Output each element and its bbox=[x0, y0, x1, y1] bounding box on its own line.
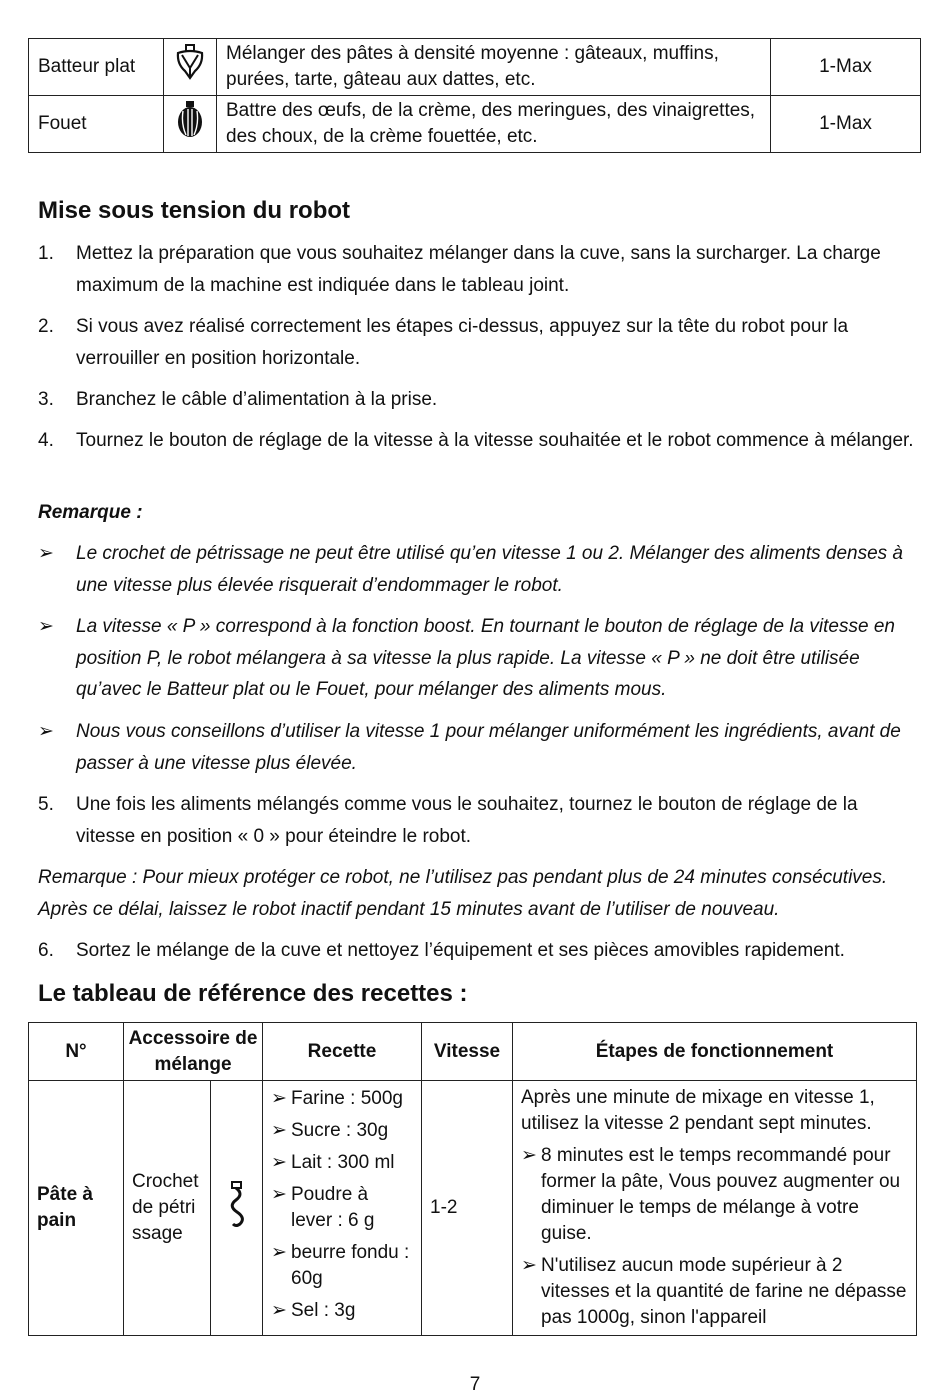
list-item: ➢ Poudre à lever : 6 g bbox=[271, 1184, 375, 1231]
table-row bbox=[29, 96, 921, 153]
arrow-bullet-icon: ➢ bbox=[271, 1088, 287, 1109]
remark-label: Remarque : bbox=[38, 502, 143, 523]
recipe-steps-cell bbox=[513, 1081, 917, 1336]
section-title-recipes: Le tableau de référence des recettes : bbox=[38, 980, 468, 1007]
tips-list bbox=[521, 1143, 908, 1331]
list-item bbox=[38, 238, 918, 301]
arrow-bullet-icon: ➢ bbox=[521, 1145, 537, 1166]
list-number: 5. bbox=[38, 794, 54, 815]
arrow-bullet-icon: ➢ bbox=[38, 543, 54, 564]
list-text: Mettez la préparation que vous souhaitez mélanger dans la cuve, sans la surcharger. La charge maximum de la machine est indiquée dans le tableau joint. bbox=[76, 243, 881, 296]
header-number: N° bbox=[29, 1023, 124, 1081]
attachment-name: Batteur plat bbox=[29, 39, 164, 96]
note-paragraph: Remarque : Pour mieux protéger ce robot, ne l’utilisez pas pendant plus de 24 minutes consécutives. Après ce délai, laissez le robot inactif pendant 15 minutes avant de l’utiliser de nouveau. bbox=[38, 867, 888, 920]
list-item: ➢ 8 minutes est le temps recommandé pour former la pâte, Vous pouvez augmenter ou diminuer le temps de mélange à votre guise. bbox=[521, 1145, 901, 1244]
attachment-icon-cell bbox=[164, 96, 217, 153]
attachment-speed: 1-Max bbox=[771, 96, 921, 153]
attachments-table bbox=[28, 38, 921, 153]
dough-hook-icon bbox=[222, 1180, 252, 1228]
remark-item bbox=[38, 611, 918, 706]
remark-item bbox=[38, 716, 918, 779]
whisk-icon bbox=[173, 100, 207, 140]
header-accessory: Accessoire de mélange bbox=[124, 1023, 263, 1081]
list-text: Tournez le bouton de réglage de la vitesse à la vitesse souhaitée et le robot commence à mélanger. bbox=[76, 430, 914, 451]
arrow-bullet-icon: ➢ bbox=[271, 1184, 287, 1205]
remark-text: Le crochet de pétrissage ne peut être utilisé qu’en vitesse 1 ou 2. Mélanger des aliments denses à une vitesse plus élevée risquerait d’endommager le robot. bbox=[76, 543, 904, 596]
arrow-bullet-icon: ➢ bbox=[271, 1300, 287, 1321]
arrow-bullet-icon: ➢ bbox=[271, 1120, 287, 1141]
table-row bbox=[29, 1081, 917, 1336]
list-text: Sortez le mélange de la cuve et nettoyez l’équipement et ses pièces amovibles rapidement. bbox=[76, 940, 845, 961]
list-item: ➢ beurre fondu : 60g bbox=[271, 1242, 410, 1289]
flat-beater-icon bbox=[173, 44, 207, 82]
table-header-row bbox=[29, 1023, 917, 1081]
table-row bbox=[29, 39, 921, 96]
list-number: 1. bbox=[38, 243, 54, 264]
ingredients-list bbox=[271, 1086, 413, 1324]
section-title-power-on: Mise sous tension du robot bbox=[38, 197, 351, 224]
list-number: 6. bbox=[38, 940, 54, 961]
list-number: 4. bbox=[38, 430, 54, 451]
recipe-reference-table bbox=[28, 1022, 917, 1336]
list-text: Branchez le câble d’alimentation à la prise. bbox=[76, 389, 438, 410]
arrow-bullet-icon: ➢ bbox=[271, 1242, 287, 1263]
list-text: Une fois les aliments mélangés comme vous le souhaitez, tournez le bouton de réglage de la vitesse en position « 0 » pour éteindre le robot. bbox=[76, 794, 858, 847]
arrow-bullet-icon: ➢ bbox=[271, 1152, 287, 1173]
list-item bbox=[38, 789, 918, 852]
arrow-bullet-icon: ➢ bbox=[521, 1255, 537, 1276]
attachment-icon-cell bbox=[164, 39, 217, 96]
arrow-bullet-icon: ➢ bbox=[38, 721, 54, 742]
list-item bbox=[38, 311, 918, 374]
header-speed: Vitesse bbox=[422, 1023, 513, 1081]
header-steps: Étapes de fonctionnement bbox=[513, 1023, 917, 1081]
attachment-name: Fouet bbox=[29, 96, 164, 153]
remark-text: Nous vous conseillons d’utiliser la vitesse 1 pour mélanger uniformément les ingrédients, avant de passer à une vitesse plus élevée. bbox=[76, 721, 901, 774]
remark-text: La vitesse « P » correspond à la fonction boost. En tournant le bouton de réglage de la vitesse en position P, le robot mélangera à sa vitesse la plus rapide. La vitesse « P » ne doit être utilisée qu’avec le Batteur plat ou le Fouet, pour mélanger des aliments mous. bbox=[76, 616, 895, 700]
list-number: 3. bbox=[38, 389, 54, 410]
recipe-intro: Après une minute de mixage en vitesse 1, utilisez la vitesse 2 pendant sept minutes. bbox=[521, 1087, 875, 1134]
attachment-speed: 1-Max bbox=[771, 39, 921, 96]
list-item: ➢ Lait : 300 ml bbox=[271, 1150, 413, 1176]
header-recipe: Recette bbox=[263, 1023, 422, 1081]
arrow-bullet-icon: ➢ bbox=[38, 616, 54, 637]
list-item bbox=[38, 935, 918, 967]
list-item: ➢ Farine : 500g bbox=[271, 1086, 413, 1112]
recipe-name: Pâte à pain bbox=[29, 1081, 124, 1336]
recipe-speed: 1-2 bbox=[422, 1081, 513, 1336]
list-number: 2. bbox=[38, 316, 54, 337]
remark-item bbox=[38, 538, 918, 601]
accessory-icon-cell bbox=[211, 1081, 263, 1336]
list-item: ➢ Sel : 3g bbox=[271, 1298, 413, 1324]
page-number: 7 bbox=[469, 1374, 481, 1395]
list-item: ➢ Sucre : 30g bbox=[271, 1118, 413, 1144]
list-item: ➢ N'utilisez aucun mode supérieur à 2 vitesses et la quantité de farine ne dépasse pas 1000g, sinon l'appareil bbox=[521, 1255, 907, 1328]
list-item bbox=[38, 425, 918, 457]
list-text: Si vous avez réalisé correctement les étapes ci-dessus, appuyez sur la tête du robot pour la verrouiller en position horizontale. bbox=[76, 316, 849, 369]
recipe-ingredients-cell bbox=[263, 1081, 422, 1336]
list-item bbox=[38, 384, 918, 416]
attachment-description: Battre des œufs, de la crème, des meringues, des vinaigrettes, des choux, de la crème fouettée, etc. bbox=[217, 96, 771, 153]
attachment-description: Mélanger des pâtes à densité moyenne : gâteaux, muffins, purées, tarte, gâteau aux dattes, etc. bbox=[217, 39, 771, 96]
recipe-accessory: Crochet de pétrissage bbox=[124, 1081, 211, 1336]
